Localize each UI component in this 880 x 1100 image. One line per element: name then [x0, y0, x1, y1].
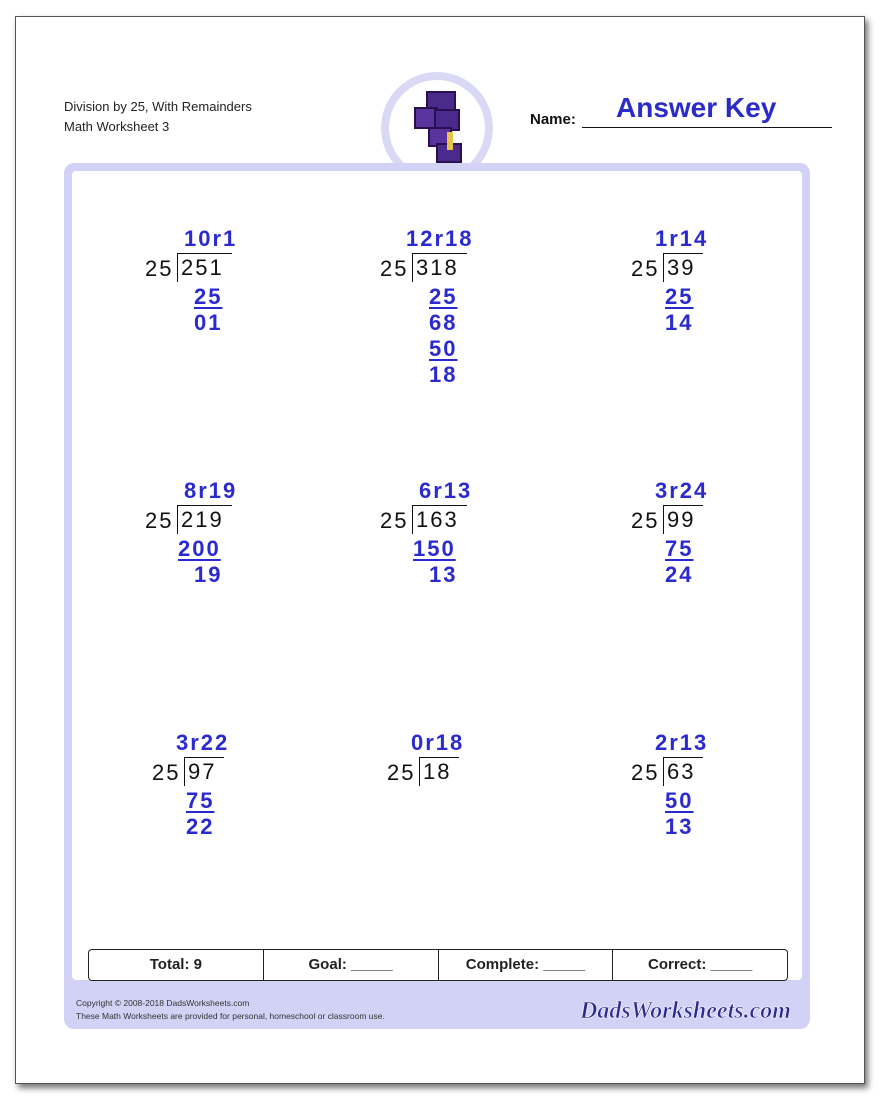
score-goal[interactable]: Goal: _____ — [263, 950, 438, 980]
quotient-answer: 3r24 — [655, 478, 709, 503]
work-step: 24 — [665, 562, 694, 587]
quotient-answer: 6r13 — [419, 478, 473, 503]
score-correct[interactable]: Correct: _____ — [612, 950, 787, 980]
divisor: 25 — [387, 760, 416, 785]
score-bar — [88, 949, 788, 981]
quotient-answer: 0r18 — [411, 730, 465, 755]
quotient-answer: 2r13 — [655, 730, 709, 755]
score-complete[interactable]: Complete: _____ — [438, 950, 613, 980]
divisor: 25 — [152, 760, 181, 785]
work-step: 25 — [665, 284, 694, 309]
work-step: 25 — [429, 284, 458, 309]
work-step: 75 — [186, 788, 215, 813]
answer-key-text: Answer Key — [616, 92, 777, 123]
score-total: Total: 9 — [149, 956, 202, 973]
work-step: 50 — [429, 336, 458, 361]
worksheet-subtitle: Math Worksheet 3 — [64, 119, 170, 134]
worksheet-title: Division by 25, With Remainders — [64, 99, 252, 114]
name-row — [530, 92, 832, 128]
footer-text — [76, 997, 385, 1023]
work-step: 22 — [186, 814, 215, 839]
work-step: 14 — [665, 310, 694, 335]
work-step: 19 — [194, 562, 223, 587]
work-step: 18 — [429, 362, 458, 387]
work-step: 25 — [194, 284, 223, 309]
name-label: Name: — [530, 111, 576, 128]
math-blocks-svg — [389, 80, 485, 176]
quotient-answer: 1r14 — [655, 226, 709, 251]
divisor: 25 — [631, 508, 660, 533]
work-step: 01 — [194, 310, 223, 335]
quotient-answer: 3r22 — [176, 730, 230, 755]
dividend: 99 — [663, 505, 703, 534]
brand-logo-svg — [578, 994, 798, 1026]
work-step: 75 — [665, 536, 694, 561]
divisor: 25 — [631, 256, 660, 281]
divisor: 25 — [145, 256, 174, 281]
dividend: 97 — [184, 757, 224, 786]
divisor: 25 — [145, 508, 174, 533]
dividend: 163 — [412, 505, 467, 534]
dividend: 63 — [663, 757, 703, 786]
work-step: 13 — [665, 814, 694, 839]
dividend: 251 — [177, 253, 232, 282]
dividend: 39 — [663, 253, 703, 282]
copyright-text: Copyright © 2008-2018 DadsWorksheets.com — [76, 998, 250, 1008]
work-step: 68 — [429, 310, 458, 335]
divisor: 25 — [631, 760, 660, 785]
divisor: 25 — [380, 508, 409, 533]
work-step: 50 — [665, 788, 694, 813]
name-line — [582, 126, 832, 128]
quotient-answer: 10r1 — [184, 226, 238, 251]
quotient-answer: 8r19 — [184, 478, 238, 503]
brand-logo[interactable] — [578, 994, 798, 1026]
divisor: 25 — [380, 256, 409, 281]
dividend: 318 — [412, 253, 467, 282]
work-step: 13 — [429, 562, 458, 587]
work-step: 200 — [178, 536, 221, 561]
brand-logo-text: DadsWorksheets.com — [580, 998, 791, 1024]
work-step: 150 — [413, 536, 456, 561]
quotient-answer: 12r18 — [406, 226, 474, 251]
dividend: 219 — [177, 505, 232, 534]
dividend: 18 — [419, 757, 459, 786]
usage-notice: These Math Worksheets are provided for personal, homeschool or classroom use. — [76, 1011, 385, 1021]
